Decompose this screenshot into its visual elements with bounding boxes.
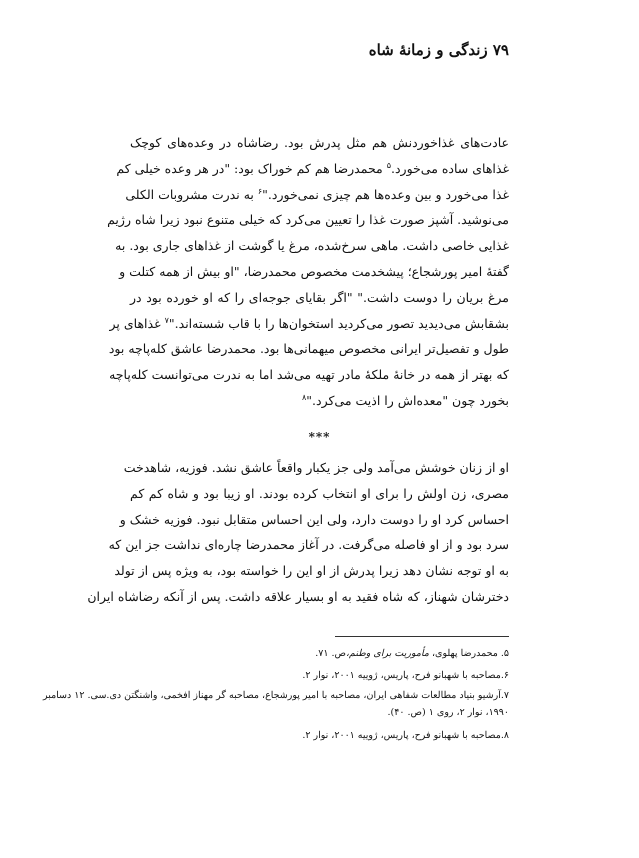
footnote-ref[interactable]: ۵ <box>386 160 392 170</box>
running-title: زندگی و زمانهٔ شاه <box>368 41 488 59</box>
text-line: مصری، زن اولش را برای او انتخاب کرده بودند. او زیبا بود و شاه کم کم <box>130 485 509 501</box>
running-header <box>130 40 509 60</box>
paragraph-women <box>87 455 509 610</box>
text-line: احساس کرد او را دوست دارد، ولی این احساس متقابل نبود. فوزیه خشک و <box>119 511 509 527</box>
footnote-7: ۷.آرشیو بنیاد مطالعات شفاهی ایران، مصاحبه با امیر پورشجاع، مصاحبه گر مهناز افخمی، واشنگتن دی.سی. ۱۲ دسامبر <box>42 690 509 701</box>
text-line: غذاهای ساده می‌خورد.$^۵$ محمدرضا هم کم خوراک بود: "در هر وعده خیلی کم <box>116 160 509 176</box>
text-line: عادت‌های غذاخوردنش هم مثل پدرش بود. رضاشاه در وعده‌های کوچک <box>130 135 509 150</box>
text-line: می‌نوشید. آشپز صورت غذا را تعیین می‌کرد که خیلی متنوع نبود زیرا شاه رژیم <box>107 212 509 228</box>
text-line: بخورد چون "معده‌اش را اذیت می‌کرد."$^۸$ <box>301 392 509 408</box>
footnote-ref[interactable]: ۸ <box>301 392 307 402</box>
text-line: غذا می‌خورد و بین وعده‌ها هم چیزی نمی‌خورد."$^۶$ به ندرت مشروبات الکلی <box>125 186 509 202</box>
page-number: ۷۹ <box>492 41 509 59</box>
text-line: مرغ بریان را دوست داشت." "اگر بقایای جوجه‌ای را که او خورده بود در <box>130 289 509 305</box>
footnote-divider <box>335 636 509 637</box>
section-separator: *** <box>308 430 331 444</box>
paragraph-eating-habits <box>107 130 509 414</box>
text-line: او از زنان خوشش می‌آمد ولی جز یکبار واقعاً عاشق نشد. فوزیه، شاهدخت <box>123 460 509 475</box>
text-line: طول و تفصیل‌تر ایرانی مخصوص میهمانی‌ها بود. محمدرضا عاشق کله‌پاچه بود <box>108 341 509 357</box>
footnotes <box>42 643 509 747</box>
text-line: غذایی خاصی داشت. ماهی سرخ‌شده، مرغ یا گوشت از غذاهای جاری بود. به <box>115 238 509 254</box>
footnote-5: ۵. محمدرضا پهلوی، مأموریت برای وطنم،ص. ۷۱. <box>315 648 509 659</box>
text-line: سرد بود و از او فاصله می‌گرفت. در آغاز محمدرضا چاره‌ای نداشت جز این که <box>108 537 509 553</box>
text-line: دخترشان شهناز، که شاه فقید به او بسیار علاقه داشت. پس از آنکه رضاشاه ایران <box>87 588 509 604</box>
footnote-8: ۸.مصاحبه با شهبانو فرح، پاریس، ژوییه ۲۰۰۱، نوار ۲. <box>302 730 509 741</box>
footnote-6: ۶.مصاحبه با شهبانو فرح، پاریس، ژوییه ۲۰۰۱، نوار ۲. <box>302 670 509 681</box>
text-line: گفتهٔ امیر پورشجاع؛ پیشخدمت مخصوص محمدرضا، "او بیش از همه کتلت و <box>119 263 509 279</box>
text-line: بشقابش می‌دیدید تصور می‌کردید استخوان‌ها را با قاب شسته‌اند."$^۷$ غذاهای پر <box>109 315 509 331</box>
footnote-ref[interactable]: ۷ <box>164 315 169 325</box>
footnote-ref[interactable]: ۶ <box>257 186 263 196</box>
footnote-7-continuation: ۱۹۹۰، نوار ۲، روی ۱ (ص. ۴۰). <box>387 707 509 718</box>
text-line: که بهتر از همه در خانهٔ ملکهٔ مادر تهیه می‌شد اما به ندرت می‌توانست کله‌پاچه <box>109 367 509 383</box>
text-line: به او توجه نشان دهد زیرا پدرش از او این را خواسته بود، به ویژه پس از تولد <box>114 563 509 579</box>
